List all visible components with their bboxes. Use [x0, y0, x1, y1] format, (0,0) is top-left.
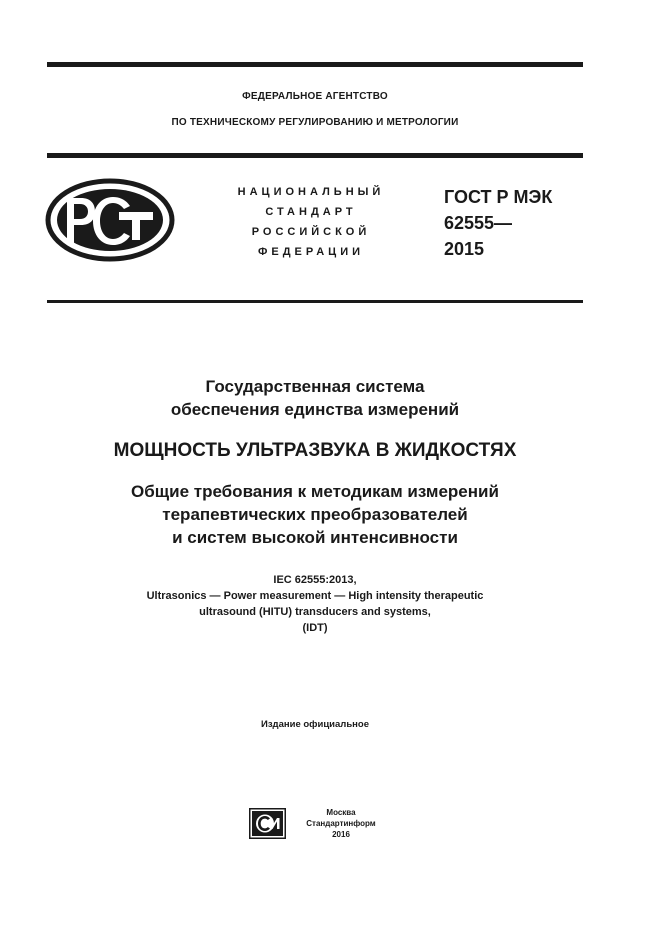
publisher-city: Москва [326, 808, 356, 817]
standard-type-line-1: НАЦИОНАЛЬНЫЙ [237, 186, 385, 198]
main-title [47, 439, 583, 463]
system-title-line-2: обеспечения единства измерений [170, 400, 460, 419]
top-rule [47, 62, 583, 67]
designation-line-2: 62555— [444, 213, 513, 233]
agency-line-1: ФЕДЕРАЛЬНОЕ АГЕНТСТВО [242, 91, 388, 102]
standard-type-line-2: СТАНДАРТ [265, 206, 357, 218]
iec-reference-line-4: (IDT) [302, 622, 328, 634]
gost-designation [444, 184, 552, 262]
standard-type [218, 182, 404, 262]
sub-title-line-2: терапевтических преобразователей [162, 505, 468, 524]
designation-bottom-rule [47, 300, 583, 303]
publisher-name: Стандартинформ [306, 819, 376, 828]
sub-title [47, 480, 583, 549]
system-title [47, 375, 583, 421]
iec-reference-line-3: ultrasound (HITU) transducers and systems, [199, 606, 431, 618]
header-bottom-rule [47, 153, 583, 158]
standard-type-line-4: ФЕДЕРАЦИИ [257, 246, 365, 258]
main-title-text: МОЩНОСТЬ УЛЬТРАЗВУКА В ЖИДКОСТЯХ [113, 440, 517, 461]
agency-line-2: ПО ТЕХНИЧЕСКОМУ РЕГУЛИРОВАНИЮ И МЕТРОЛОГИИ [171, 117, 459, 128]
publisher-info [294, 807, 388, 840]
edition-label [47, 719, 583, 730]
designation-line-3: 2015 [444, 239, 485, 259]
publisher-year: 2016 [332, 830, 350, 839]
iec-reference-line-2: Ultrasonics — Power measurement — High intensity therapeutic [146, 590, 484, 602]
system-title-line-1: Государственная система [205, 377, 425, 396]
sub-title-line-1: Общие требования к методикам измерений [131, 482, 499, 501]
sub-title-line-3: и систем высокой интенсивности [172, 528, 458, 547]
edition-text: Издание официальное [261, 719, 369, 730]
designation-line-1: ГОСТ Р МЭК [444, 187, 553, 207]
iec-reference-line-1: IEC 62555:2013, [273, 574, 357, 586]
rst-gost-emblem-icon [45, 178, 175, 262]
iec-reference [47, 572, 583, 636]
standard-type-line-3: РОССИЙСКОЙ [251, 226, 371, 238]
standartinform-logo-icon [249, 808, 286, 839]
